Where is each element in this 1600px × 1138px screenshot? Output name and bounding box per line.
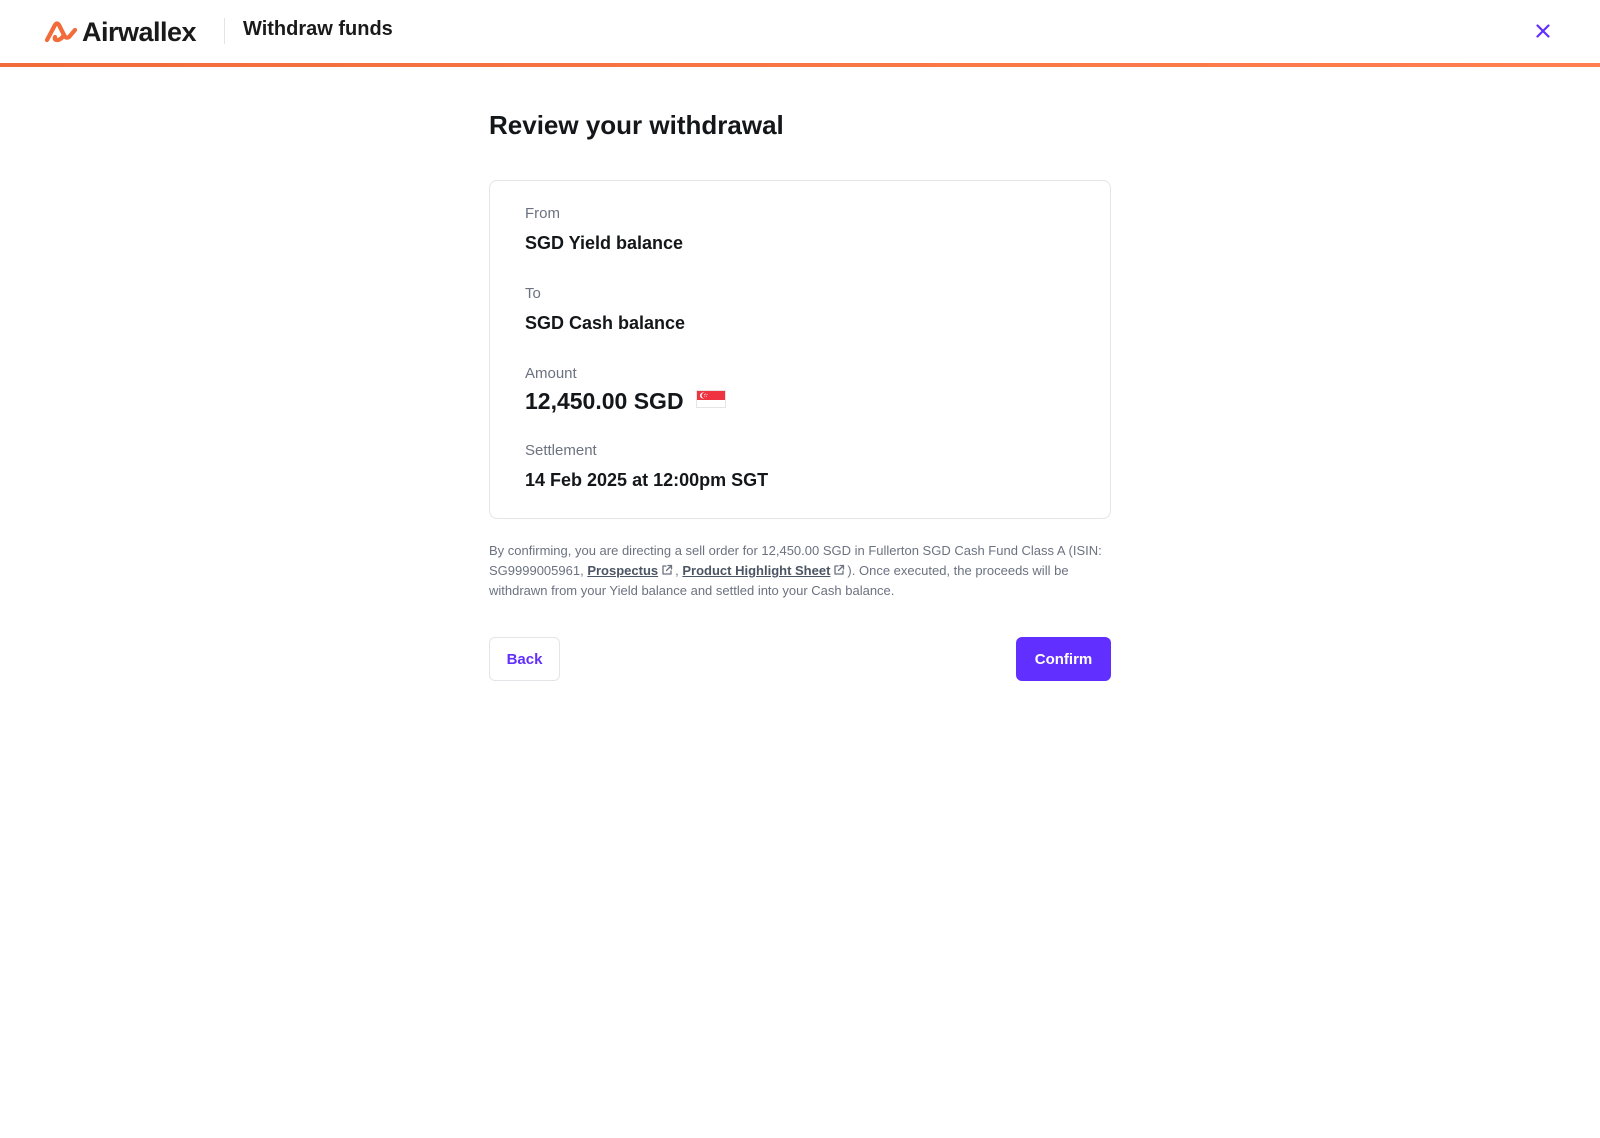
header-accent-bar <box>0 63 1600 67</box>
airwallex-logo-icon <box>44 20 78 44</box>
to-label: To <box>525 285 541 302</box>
prospectus-link[interactable]: Prospectus <box>587 563 659 578</box>
withdrawal-summary-card <box>489 180 1111 519</box>
disclaimer-text-before: By confirming, you are directing a sell order for 12,450.00 SGD in Fullerton SGD Cash Fund Class A (ISIN: SG9999005961, <box>489 543 1102 578</box>
amount-value: 12,450.00 SGD <box>525 388 684 414</box>
brand-name: Airwallex <box>82 16 197 47</box>
disclaimer-separator: , <box>675 563 683 578</box>
header-divider <box>224 18 225 44</box>
disclaimer-text-after: ). Once executed, the proceeds will be withdrawn from your Yield balance and settled into your Cash balance. <box>489 563 1069 598</box>
review-heading: Review your withdrawal <box>489 110 784 140</box>
close-icon <box>1536 24 1550 38</box>
settlement-value: 14 Feb 2025 at 12:00pm SGT <box>525 470 769 490</box>
external-link-icon <box>833 564 845 576</box>
to-value: SGD Cash balance <box>525 313 686 333</box>
settlement-label: Settlement <box>525 442 597 459</box>
back-button[interactable]: Back <box>489 637 560 681</box>
from-value: SGD Yield balance <box>525 233 684 253</box>
product-highlight-sheet-link[interactable]: Product Highlight Sheet <box>682 563 831 578</box>
external-link-icon <box>661 564 673 576</box>
amount-row <box>525 388 726 415</box>
amount-label: Amount <box>525 365 577 382</box>
top-bar <box>0 0 1600 63</box>
close-button[interactable] <box>1532 20 1554 42</box>
confirm-button[interactable]: Confirm <box>1016 637 1111 681</box>
page-title: Withdraw funds <box>243 18 393 40</box>
singapore-flag-icon <box>696 390 726 408</box>
brand-logo <box>44 17 196 47</box>
from-label: From <box>525 205 560 222</box>
disclaimer-text <box>489 541 1114 601</box>
